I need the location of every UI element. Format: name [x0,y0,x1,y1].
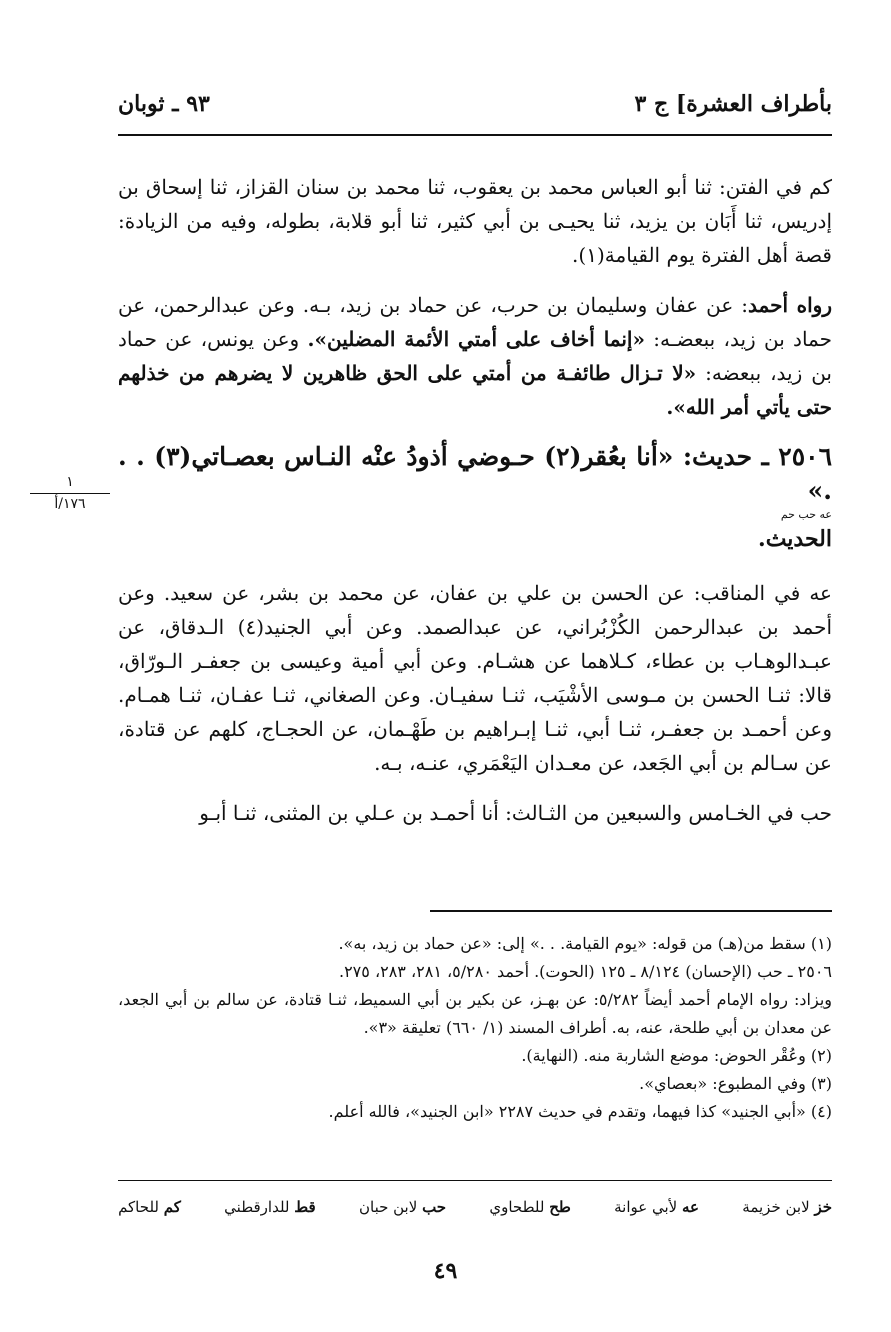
abbreviation-item: قط للدارقطني [224,1198,316,1216]
folio-number: ١ [30,472,110,494]
paragraph-ahmad-lead: رواه أحمد [748,293,832,317]
manuscript-folio-note [30,472,110,514]
hadith-quote-2: «لا تـزال طائفـة من أمتي على الحق ظاهرين لا يضرهم من خذلهم حتى يأتي أمر الله». [118,361,832,419]
source-codes: عه حب حم [780,508,832,521]
main-text [118,170,832,846]
footnotes [118,930,832,1126]
running-header [118,86,832,122]
abbreviation-item: حب لابن حبان [358,1198,447,1216]
paragraph-ahmad-text: : عن عفان وسليمان بن حرب، عن حماد بن زيد، بـه. وعن عبدالرحمن، عن حماد بن زيد، ببعضـه: [118,293,832,351]
abbreviation-item: خز لابن خزيمة [742,1198,832,1216]
paragraph-awana: عه في المناقب: عن الحسن بن علي بن عفان، عن محمد بن بشر، عن سعيد. وعن أحمد بن عبدالرحمن الكُزْبُراني، عن عبدالصمد. وعن أبي الجنيد(٤) الـدقاق، عن عبـدالوهـاب بن عطاء، كـلاهما عن هشـام. وعن أبي أمية وعيسى بن جعفـر الـورّاق، قالا: ثنـا الحسن بن مـوسى الأشْيَب، ثنـا سفيـان. وعن الصغاني، ثنـا عفـان، ثنـا همـام. وعن أحمـد بن جعفـر، ثنـا أبي، ثنـا إبـراهيم بن طَهْـمان، عن الحجـاج، كلهم عن قتادة، عن سـالم بن أبي الجَعد، عن معـدان اليَعْمَري، عنـه، بـه. [118,581,833,775]
abbreviation-key [118,1194,832,1220]
hadith-quote-1: «إنما أخاف على أمتي الأئمة المضلين». [307,327,645,351]
abbreviation-item: عه لأبي عوانة [614,1198,700,1216]
footnote-divider [430,910,832,912]
paragraph-ahmad-text-2: وعن يونس، عن حماد بن زيد، ببعضه: [118,327,832,385]
folio-reference: ١٧٦/أ [54,496,86,512]
paragraph-ahmad [118,288,832,424]
footnote: (٤) «أبي الجنيد» كذا فيهما، وتقدم في حديث ٢٢٨٧ «ابن الجنيد»، فالله أعلم. [328,1102,832,1121]
abbreviation-divider [118,1180,832,1181]
header-divider [118,134,832,136]
hadith-heading: ٢٥٠٦ ـ حديث: «أنا بعُقر(٢) حـوضي أذودُ عنْه النـاس بعصـاتي(٣) . . .» [118,442,832,505]
paragraph-hibban: حب في الخـامس والسبعين من الثـالث: أنا أحمـد بن عـلي بن المثنى، ثنـا أبـو [199,801,832,825]
footnote: (٣) وفي المطبوع: «بعصاي». [639,1074,832,1093]
paragraph-kam: كم في الفتن: ثنا أبو العباس محمد بن يعقوب، ثنا محمد بن سنان القزاز، ثنا إسحاق بن إدريس، ثنا أَبَان بن يزيد، ثنا يحيـى بن أبي كثير، ثنا أبو قلابة، بطوله، وفيه من الزيادة: قصة أهل الفترة يوم القيامة(١). [118,175,832,267]
header-book-title: بأطراف العشرة] ج ٣ [634,91,832,117]
abbreviation-item: كم للحاكم [118,1198,181,1216]
footnote: ويزاد: رواه الإمام أحمد أيضاً ٥/٢٨٢: عن بهـز، عن بكير بن أبي السميط، ثنـا قتادة، عن سالم بن أبي الجعد، عن معدان بن أبي طلحة، عنه، به. أطراف المسند (١/ ٦٦٠) تعليقة «٣». [118,990,832,1037]
hadith-heading-tail: الحديث. [758,526,832,552]
footnote: (٢) وعُقْر الحوض: موضع الشاربة منه. (النهاية). [521,1046,832,1065]
header-chapter: ٩٣ ـ ثوبان [118,91,210,117]
page-number: ٤٩ [433,1258,458,1284]
footnote: (١) سقط من(هـ) من قوله: «يوم القيامة. . .» إلى: «عن حماد بن زيد، به». [338,934,832,953]
abbreviation-item: طح للطحاوي [489,1198,571,1216]
footnote: ٢٥٠٦ ـ حب (الإحسان) ٨/١٢٤ ـ ١٢٥ (الحوت). أحمد ٥/٢٨٠، ٢٨١، ٢٨٣، ٢٧٥. [338,962,832,981]
